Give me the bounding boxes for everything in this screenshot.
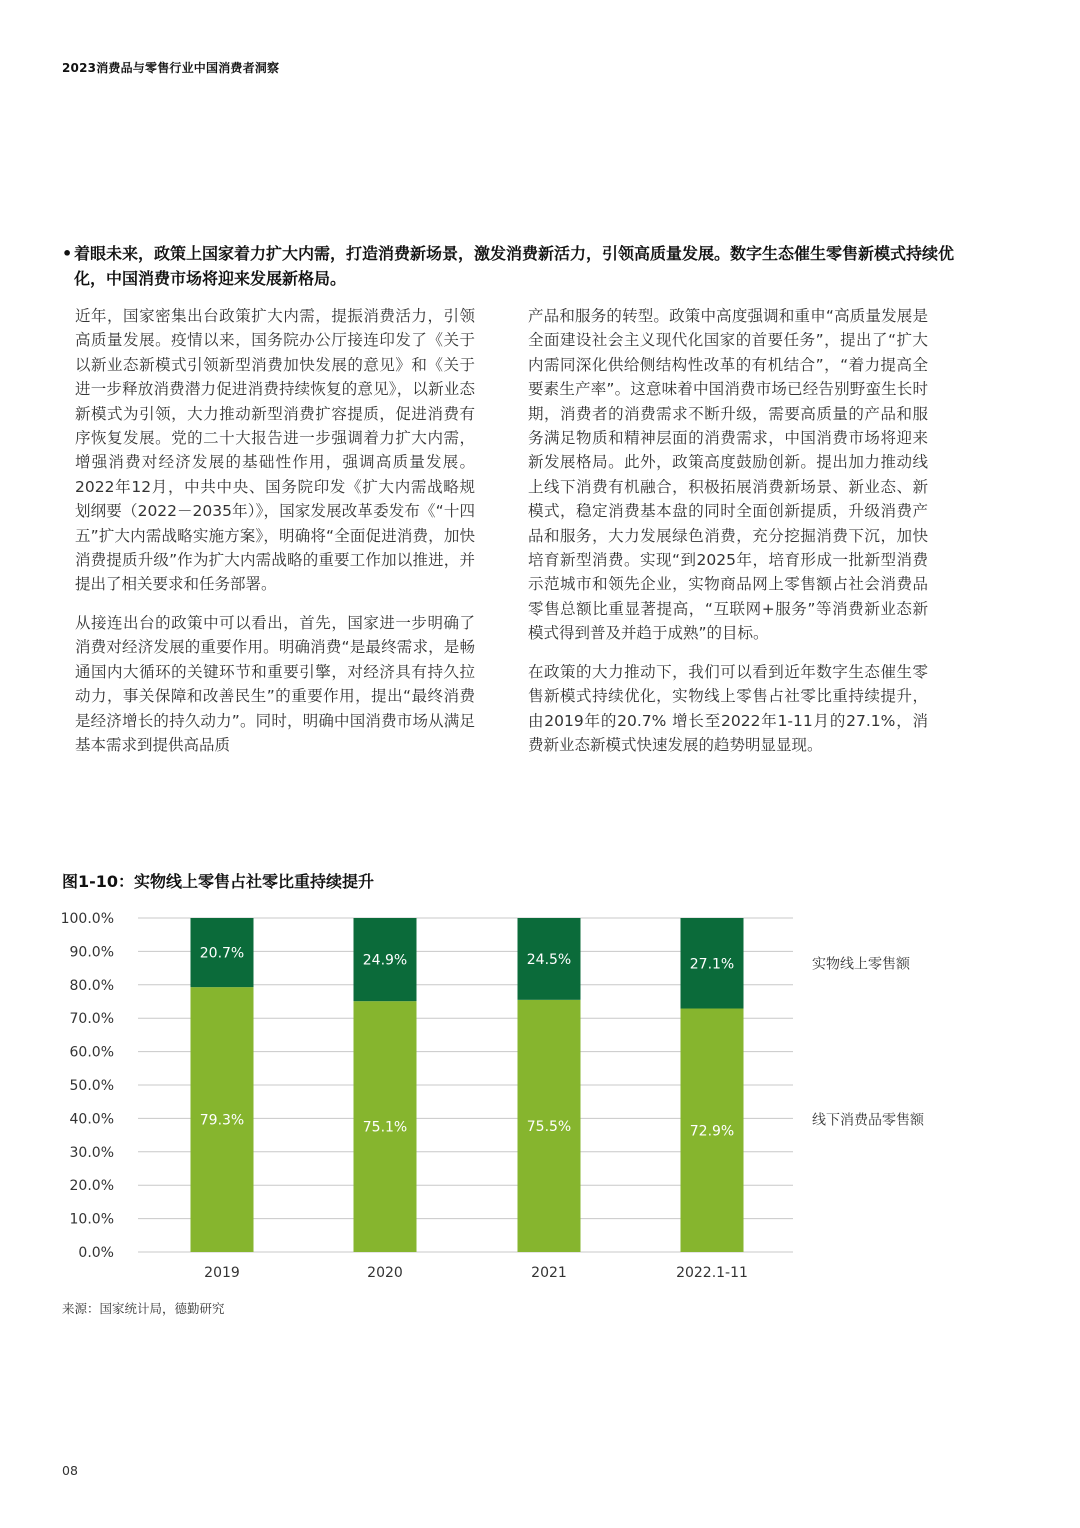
x-tick-label: 2022.1-11 [676, 1265, 748, 1281]
body-paragraph: 从接连出台的政策中可以看出，首先，国家进一步明确了消费对经济发展的重要作用。明确消费“是最终需求，是畅通国内大循环的关键环节和重要引擎，对经济具有持久拉动力，事关保障和改善民生”的重要作用，提出“最终消费是经济增长的持久动力”。同时，明确中国消费市场从满足基本需求到提供高品质 [75, 613, 475, 754]
data-label: 79.3% [199, 1112, 245, 1129]
data-label: 24.9% [362, 952, 408, 969]
report-title: 2023消费品与零售行业中国消费者洞察 [62, 61, 280, 75]
x-tick-label: 2020 [367, 1265, 403, 1281]
data-label: 72.9% [689, 1123, 735, 1140]
data-label: 20.7% [199, 945, 245, 962]
y-tick-label: 30.0% [69, 1144, 114, 1161]
y-tick-label: 60.0% [69, 1044, 114, 1061]
y-tick-label: 70.0% [69, 1011, 114, 1028]
y-tick-label: 10.0% [69, 1211, 114, 1228]
body-paragraph: 在政策的大力推动下，我们可以看到近年数字生态催生零售新模式持续优化，实物线上零售占社零比重持续提升，由2019年的20.7% 增长至2022年1-11月的27.1%，消费新业态新模式快速发展的趋势明显显现。 [528, 662, 928, 754]
source-note: 来源：国家统计局，德勤研究 [62, 1301, 225, 1316]
y-tick-label: 20.0% [69, 1178, 114, 1195]
y-tick-label: 90.0% [69, 944, 114, 961]
stacked-bar-chart [0, 900, 1080, 1300]
key-point-bullet [62, 241, 962, 291]
y-tick-label: 0.0% [78, 1245, 114, 1261]
key-point-text: 着眼未来，政策上国家着力扩大内需，打造消费新场景，激发消费新活力，引领高质量发展。数字生态催生零售新模式持续优化，中国消费市场将迎来发展新格局。 [74, 244, 955, 288]
y-tick-label: 100.0% [60, 911, 114, 927]
y-tick-label: 50.0% [69, 1078, 114, 1094]
body-column-left [75, 304, 475, 771]
legend-item-online: 实物线上零售额 [812, 956, 910, 973]
x-tick-label: 2019 [204, 1265, 240, 1281]
legend-item-offline: 线下消费品零售额 [812, 1112, 924, 1129]
figure-title: 图1-10：实物线上零售占社零比重持续提升 [62, 872, 375, 891]
data-label: 75.1% [362, 1119, 408, 1136]
body-paragraph: 产品和服务的转型。政策中高度强调和重申“高质量发展是全面建设社会主义现代化国家的首要任务”，提出了“扩大内需同深化供给侧结构性改革的有机结合”，“着力提高全要素生产率”。这意味着中国消费市场已经告别野蛮生长时期，消费者的消费需求不断升级，需要高质量的产品和服务满足物质和精神层面的消费需求，中国消费市场将迎来新发展格局。此外，政策高度鼓励创新。提出加力推动线上线下消费有机融合，积极拓展消费新场景、新业态、新模式，稳定消费基本盘的同时全面创新提质，升级消费产品和服务，大力发展绿色消费，充分挖掘消费下沉，加快培育新型消费。实现“到2025年，培育形成一批新型消费示范城市和领先企业，实物商品网上零售额占社会消费品零售总额比重显著提高，“互联网+服务”等消费新业态新模式得到普及并趋于成熟”的目标。 [528, 307, 928, 643]
body-paragraph: 近年，国家密集出台政策扩大内需，提振消费活力，引领高质量发展。疫情以来，国务院办公厅接连印发了《关于以新业态新模式引领新型消费加快发展的意见》和《关于进一步释放消费潜力促进消费持续恢复的意见》，以新业态新模式为引领，大力推动新型消费扩容提质，促进消费有序恢复发展。党的二十大报告进一步强调着力扩大内需，增强消费对经济发展的基础性作用，强调高质量发展。2022年12月，中共中央、国务院印发《扩大内需战略规划纲要（2022－2035年）》，国家发展改革委发布《“十四五”扩大内需战略实施方案》，明确将“全面促进消费，加快消费提质升级”作为扩大内需战略的重要工作加以推进，并提出了相关要求和任务部署。 [75, 307, 475, 594]
bullet-dot-icon: • [62, 244, 73, 263]
data-label: 27.1% [689, 956, 735, 973]
page-number: 08 [62, 1463, 78, 1478]
y-tick-label: 40.0% [69, 1111, 114, 1128]
x-tick-label: 2021 [531, 1265, 567, 1281]
chart-canvas [0, 900, 1080, 1300]
body-column-right [528, 304, 928, 771]
y-tick-label: 80.0% [69, 977, 114, 994]
data-label: 75.5% [526, 1118, 572, 1135]
data-label: 24.5% [526, 951, 572, 968]
